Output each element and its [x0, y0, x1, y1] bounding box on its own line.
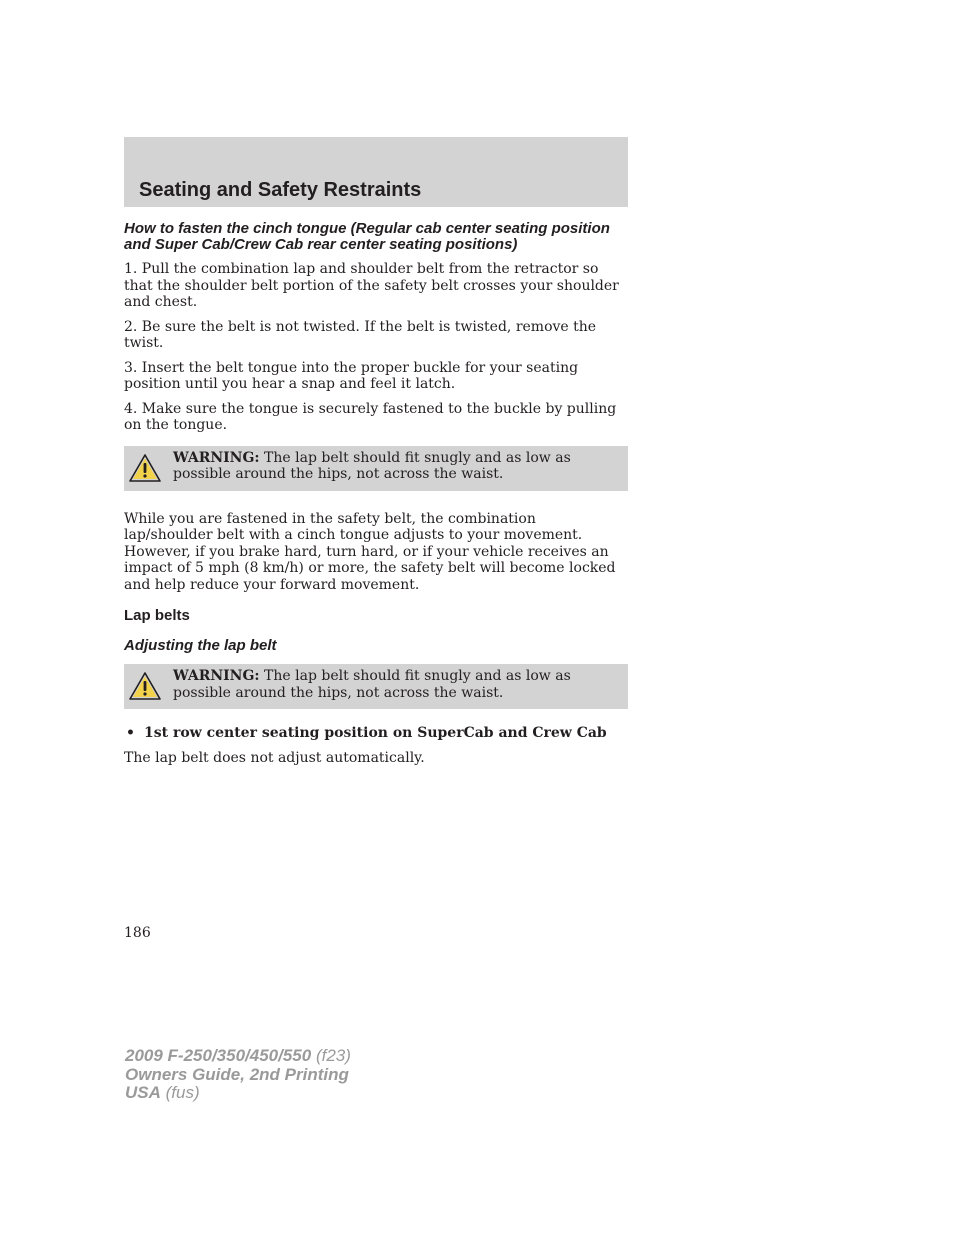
footer-edition: Owners Guide, 2nd Printing: [125, 1064, 349, 1084]
cinch-tongue-heading: How to fasten the cinch tongue (Regular cab center seating position and Super Cab/Crew Cab rear center seating positions): [124, 220, 610, 253]
footer-region-code: (fus): [160, 1083, 200, 1102]
warning-box-1: [124, 446, 628, 491]
step-2: 2. Be sure the belt is not twisted. If the belt is twisted, remove the twist.: [124, 318, 597, 351]
lap-belts-heading: Lap belts: [124, 607, 190, 624]
footer-line-2: [125, 1066, 351, 1085]
warning-box-2: [124, 664, 628, 709]
warning-text-1: [173, 450, 620, 483]
bullet-item: [124, 725, 628, 742]
cinch-paragraph: While you are fastened in the safety belt, the combination lap/shoulder belt with a cinch tongue adjusts to your movement. However, if you brake hard, turn hard, or if your vehicle receives an impact of 5 mph (8 km/h) or more, the safety belt will become locked and help reduce your forward movement.: [124, 510, 616, 593]
warning-triangle-icon: [128, 453, 162, 483]
page-content: [124, 221, 628, 774]
section-title: Seating and Safety Restraints: [139, 179, 422, 201]
step-3: 3. Insert the belt tongue into the proper buckle for your seating position until you hear a snap and feel it latch.: [124, 359, 579, 392]
footer-line-3: [125, 1084, 351, 1103]
footer: [125, 1047, 351, 1103]
footer-model: 2009 F-250/350/450/550: [125, 1046, 312, 1065]
warning-message-1: The lap belt should fit snugly and as low as possible around the hips, not across the waist.: [173, 449, 571, 482]
page-number: 186: [124, 925, 151, 941]
step-4: 4. Make sure the tongue is securely fastened to the buckle by pulling on the tongue.: [124, 400, 617, 433]
footer-model-code: (f23): [311, 1046, 351, 1065]
adjusting-lap-belt-heading: Adjusting the lap belt: [124, 637, 277, 654]
warning-text-2: [173, 668, 620, 701]
bullet-dot: •: [126, 725, 135, 741]
warning-triangle-icon: [128, 671, 162, 701]
warning-message-2: The lap belt should fit snugly and as low as possible around the hips, not across the waist.: [173, 668, 571, 701]
warning-label-1: WARNING:: [173, 449, 260, 466]
warning-label-2: WARNING:: [173, 668, 260, 684]
footer-region: USA: [125, 1083, 161, 1102]
lap-belt-note: The lap belt does not adjust automatically.: [124, 749, 425, 766]
footer-line-1: [125, 1047, 351, 1066]
step-1: 1. Pull the combination lap and shoulder belt from the retractor so that the shoulder belt portion of the safety belt crosses your shoulder and chest.: [124, 261, 619, 310]
section-header-band: [124, 137, 628, 207]
bullet-text: 1st row center seating position on SuperCab and Crew Cab: [144, 725, 607, 741]
